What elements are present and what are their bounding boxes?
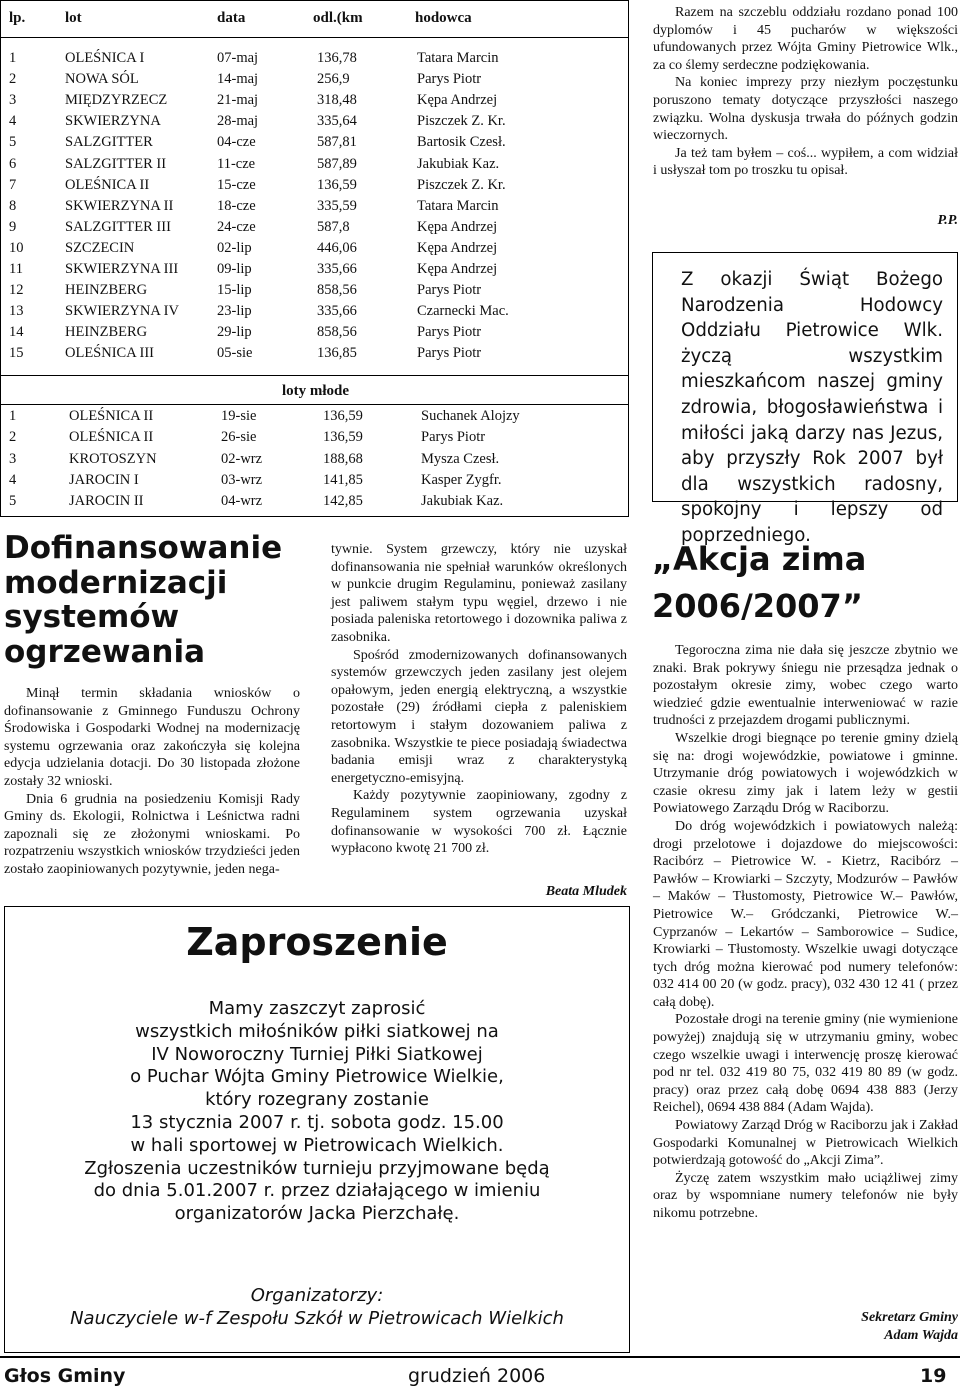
row-breeder: Tatara Marcin [417, 50, 499, 66]
row-breeder: Czarnecki Mac. [417, 303, 509, 320]
row-breeder: Piszczek Z. Kr. [417, 176, 506, 193]
paragraph: Na koniec imprezy przy niezłym poczęstunku poruszono tematy dotyczące przyszłości naszego związku. Wolna dyskusja trwała do późnych godzin wieczornych. [653, 75, 958, 144]
row-distance: 587,81 [317, 134, 357, 151]
invitation-line: który rozegrany zostanie [205, 1089, 429, 1111]
organizers-label: Organizatorzy: [250, 1285, 384, 1306]
author-signature: P.P. [937, 213, 958, 228]
row-distance: 136,59 [317, 176, 357, 193]
row-date: 29-lip [217, 324, 252, 341]
row-breeder: Parys Piotr [417, 324, 482, 341]
row-breeder: Kasper Zygfr. [421, 471, 502, 488]
winter-article-title [652, 536, 958, 630]
paragraph: Do dróg wojewódzkich i powiatowych należą: drogi przelotowe i dojazdowe do miejscowości: Racibórz – Pietrowice W. - Kietrz, Racibórz – Pawłów – Krowiarki – Szczyty, Modzurów – Pawłów – Maków – Tłustomosty, Pietrowice W.– Pawłów, Pietrowice W.– Gródczanki, Pietrowice W.– Cyprzanów – Lekartów – Samborowice – Sudice, Krowiarki – Tłustomosty. Wszelkie uwagi dotyczące tych dróg można kierować pod numery telefonów: 032 414 00 20 (w godz. pracy), 032 430 12 41 ( przez całą dobę). [653, 818, 958, 1010]
pigeon-report-ending [653, 4, 958, 180]
row-breeder: Bartosik Czesł. [417, 134, 506, 151]
row-breeder: Jakubiak Kaz. [421, 493, 504, 510]
invitation-line: w hali sportowej w Pietrowicach Wielkich. [130, 1134, 504, 1156]
row-distance: 335,59 [317, 197, 357, 214]
invitation-organizers [4, 1284, 630, 1330]
row-date: 02-lip [217, 239, 252, 256]
row-date: 11-cze [217, 155, 256, 172]
row-date: 24-cze [217, 218, 256, 235]
invitation-line: IV Noworoczny Turniej Piłki Siatkowej [151, 1043, 483, 1065]
row-lp: 1 [9, 408, 17, 424]
row-breeder: Parys Piotr [417, 345, 482, 362]
table-header [1, 1, 628, 38]
row-lp: 6 [9, 155, 17, 172]
row-lot: NOWA SÓL [65, 71, 139, 88]
invitation-title: Zaproszenie [186, 920, 448, 964]
paragraph: Życzę zatem wszystkim mało uciążliwej zimy oraz by wspomniane numery telefonów nie były nikomu potrzebne. [653, 1170, 958, 1221]
paragraph: tywnie. System grzewczy, który nie uzyskał dofinansowania nie spełniał warunków określonych w punkcie drugim Regulaminu, ponieważ zasilany jest paliwem stałym typu węgiel, drzewo i nie posiada paleniska retortowego i dozownika paliwa z zasobnika. [331, 542, 627, 645]
row-date: 19-sie [221, 408, 257, 424]
row-breeder: Suchanek Alojzy [421, 408, 520, 424]
row-lot: OLEŚNICA II [69, 429, 154, 446]
young-birds-title: loty młode [281, 383, 350, 399]
issue-date: grudzień 2006 [408, 1365, 546, 1387]
paragraph: Ja też tam byłem – coś... wypiłem, a com widział i usłyszał tom po troszku tu opisał. [653, 145, 958, 179]
row-date: 03-wrz [221, 471, 263, 488]
invitation-line: o Puchar Wójta Gminy Pietrowice Wielkie, [130, 1066, 504, 1088]
row-lot: SALZGITTER III [65, 218, 171, 235]
row-lp: 12 [9, 282, 24, 299]
row-distance: 335,66 [317, 261, 357, 277]
row-distance: 256,9 [317, 71, 350, 88]
row-breeder: Parys Piotr [417, 282, 482, 299]
row-distance: 136,85 [317, 345, 357, 362]
winter-article-signature [653, 1309, 958, 1344]
paragraph: Wszelkie drogi biegnące po terenie gminy dzielą się na: drogi wojewódzkie, powiatowe i gminne. Utrzymanie dróg powiatowych i wojewódzkich w czasie okresu zimy jak i latem leży w gestii Powiatowego Zarządu Dróg w Raciborzu. [653, 730, 958, 817]
header-lot: lot [65, 10, 82, 26]
invitation-text [4, 998, 630, 1226]
row-breeder: Piszczek Z. Kr. [417, 113, 506, 130]
row-lp: 9 [9, 218, 17, 235]
row-lot: KROTOSZYN [69, 450, 157, 467]
article-author: Beata Mludek [545, 884, 627, 899]
paragraph: Razem na szczeblu oddziału rozdano ponad 100 dyplomów i 45 pucharów w większości ufundowanych przez Wójta Gminy Pietrowice Wlk., za co ślemy serdeczne podziękowania. [653, 5, 958, 73]
row-distance: 335,64 [317, 113, 357, 130]
row-lp: 15 [9, 345, 24, 362]
table-divider [1, 404, 628, 405]
row-lp: 4 [9, 113, 17, 130]
article-column-1 [4, 685, 300, 879]
row-date: 23-lip [217, 303, 252, 320]
row-breeder: Jakubiak Kaz. [417, 155, 500, 172]
row-lot: SKWIERZYNA II [65, 197, 174, 214]
row-lp: 13 [9, 303, 24, 320]
row-lp: 2 [9, 429, 17, 446]
row-lot: OLEŚNICA I [65, 50, 145, 66]
row-date: 09-lip [217, 261, 252, 277]
row-breeder: Kępa Andrzej [417, 92, 498, 109]
row-lot: OLEŚNICA III [65, 345, 155, 362]
row-distance: 858,56 [317, 324, 357, 341]
row-lp: 4 [9, 471, 17, 488]
row-lot: OLEŚNICA II [69, 408, 154, 424]
invitation-line: organizatorów Jacka Pierzchałę. [174, 1203, 460, 1225]
row-breeder: Parys Piotr [417, 71, 482, 88]
signature-name: Adam Wajda [884, 1327, 958, 1343]
row-date: 07-maj [217, 50, 259, 66]
row-lot: JAROCIN I [69, 471, 139, 488]
row-distance: 587,8 [317, 218, 350, 235]
row-lp: 5 [9, 134, 17, 151]
row-date: 04-wrz [221, 493, 263, 510]
row-distance: 141,85 [323, 471, 363, 488]
row-distance: 858,56 [317, 282, 357, 299]
row-breeder: Mysza Czesł. [421, 450, 500, 467]
row-lp: 1 [9, 50, 17, 66]
row-lot: MIĘDZYRZECZ [65, 92, 168, 109]
header-lp: lp. [9, 10, 26, 26]
row-lp: 8 [9, 197, 17, 214]
row-distance: 446,06 [317, 239, 357, 256]
invitation-line: Mamy zaszczyt zaprosić [208, 998, 426, 1019]
row-date: 14-maj [217, 71, 259, 88]
row-breeder: Kępa Andrzej [417, 218, 498, 235]
paragraph: Minął termin składania wniosków o dofinansowanie z Gminnego Funduszu Ochrony Środowiska i Gospodarki Wodnej na modernizację systemu ogrzewania oraz zakończyła się kolejna edycja udzielania dotacji. Do 30 listopada złożone zostały 32 wnioski. [4, 686, 300, 789]
row-breeder: Kępa Andrzej [417, 261, 498, 277]
row-lp: 3 [9, 450, 17, 467]
row-distance: 335,66 [317, 303, 357, 320]
row-date: 28-maj [217, 113, 259, 130]
row-lot: OLEŚNICA II [65, 176, 150, 193]
newspaper-name: Głos Gminy [4, 1365, 126, 1387]
row-breeder: Tatara Marcin [417, 197, 499, 214]
row-breeder: Parys Piotr [421, 429, 486, 446]
row-lot: SKWIERZYNA [65, 113, 161, 130]
row-distance: 136,78 [317, 50, 357, 66]
row-lp: 3 [9, 92, 17, 109]
title-line: 2006/2007” [652, 587, 863, 625]
row-distance: 587,89 [317, 155, 357, 172]
row-distance: 136,59 [323, 408, 363, 424]
invitation-line: wszystkich miłośników piłki siatkowej na [135, 1020, 499, 1042]
row-lot: SKWIERZYNA IV [65, 303, 179, 320]
row-distance: 142,85 [323, 493, 363, 510]
article-column-2 [331, 541, 627, 858]
header-breeder: hodowca [415, 10, 472, 26]
header-distance: odl.(km [313, 10, 363, 26]
row-lp: 5 [9, 493, 17, 510]
row-lot: HEINZBERG [65, 282, 148, 299]
row-breeder: Kępa Andrzej [417, 239, 498, 256]
row-date: 15-lip [217, 282, 252, 299]
row-date: 15-cze [217, 176, 256, 193]
table-divider [1, 375, 628, 376]
row-distance: 188,68 [323, 450, 363, 467]
row-date: 04-cze [217, 134, 256, 151]
row-lp: 11 [9, 261, 23, 277]
row-distance: 136,59 [323, 429, 363, 446]
invitation-line: 13 stycznia 2007 r. tj. sobota godz. 15.00 [130, 1111, 504, 1133]
row-lot: SKWIERZYNA III [65, 261, 179, 277]
paragraph: Tegoroczna zima nie dała się jeszcze zbytnio we znaki. Brak pokrywy śniegu nie przesądza jednak o pozostałym okresie zimy, wobec czego warto wiedzieć gdzie ewentualnie interweniować w razie trudności z przejazdem drogami publicznymi. [653, 643, 958, 729]
invitation-line: Zgłoszenia uczestników turnieju przyjmowane będą [84, 1157, 550, 1179]
paragraph: Dnia 6 grudnia na posiedzeniu Komisji Rady Gminy ds. Ekologii, Rolnictwa i Leśnictwa radni zapoznali się ze złożonymi wnioskami. Po rozpatrzeniu wszystkich wniosków trzydzieści jeden zostało zaopiniowanych pozytywnie, jeden nega- [4, 791, 300, 877]
header-data: data [217, 10, 246, 26]
article-title: Dofinansowanie modernizacji systemów ogrzewania [4, 530, 283, 670]
christmas-greeting-box [652, 252, 958, 546]
row-date: 18-cze [217, 197, 256, 214]
signature-role: Sekretarz Gminy [861, 1310, 958, 1325]
paragraph: Pozostałe drogi na terenie gminy (nie wymienione powyżej) znajdują się w utrzymaniu gminy, wobec czego wszelkie uwagi i interwencję proszę kierować pod nr tel. 032 419 80 75, 032 419 80 89 (w godz. pracy) oraz przez całą dobę 0694 438 883 (Jerzy Reichel), 0694 438 884 (Adam Wajda). [653, 1012, 958, 1116]
row-lot: SALZGITTER II [65, 155, 167, 172]
row-date: 02-wrz [221, 450, 263, 467]
row-date: 05-sie [217, 345, 253, 362]
row-date: 21-maj [217, 92, 259, 109]
row-lp: 14 [9, 324, 24, 341]
race-results-table [0, 0, 629, 517]
paragraph: Powiatowy Zarząd Dróg w Raciborzu jak i Zakład Gospodarki Komunalnej w Pietrowicach Wielkich potwierdzają gotowość do „Akcji Zima”. [653, 1118, 958, 1169]
greeting-text: Z okazji Świąt Bożego Narodzenia Hodowcy Oddziału Pietrowice Wlk. życzą wszystkim mieszkańcom naszej gminy zdrowia, błogosławieństwa i miłości jaką darzy nas Jezus, aby przyszły Rok 2007 był dla wszystkich radosny, spokojny i lepszy od poprzedniego. [681, 269, 943, 546]
row-lp: 7 [9, 176, 17, 193]
row-lot: HEINZBERG [65, 324, 148, 341]
row-lot: SALZGITTER [65, 134, 153, 151]
row-lp: 2 [9, 71, 17, 88]
page-number: 19 [920, 1365, 947, 1387]
row-date: 26-sie [221, 429, 257, 446]
winter-article-body [653, 642, 958, 1223]
title-line: „Akcja zima [652, 540, 867, 578]
row-lp: 10 [9, 239, 24, 256]
organizers-name: Nauczyciele w-f Zespołu Szkół w Pietrowicach Wielkich [70, 1308, 564, 1329]
row-lot: SZCZECIN [65, 239, 135, 256]
paragraph: Każdy pozytywnie zaopiniowany, zgodny z Regulaminem system ogrzewania uzyskał dofinansowanie w wysokości 700 zł. Łącznie wypłacono kwotę 21 700 zł. [331, 788, 627, 857]
paragraph: Spośród zmodernizowanych dofinansowanych systemów grzewczych jeden zasilany jest olejem opałowym, jeden energią elektryczną, a wszystkie pozostałe (29) źródłami ciepła z paleniskiem retortowym i stałym dozowaniem paliwa z zasobnika. Wszystkie te piece posiadają świadectwa badania emisji wraz z charakterystyką energetyczno-emisyjną. [331, 647, 627, 786]
row-lot: JAROCIN II [69, 493, 144, 510]
row-distance: 318,48 [317, 92, 357, 109]
invitation-line: do dnia 5.01.2007 r. przez działającego w imieniu [93, 1180, 541, 1202]
